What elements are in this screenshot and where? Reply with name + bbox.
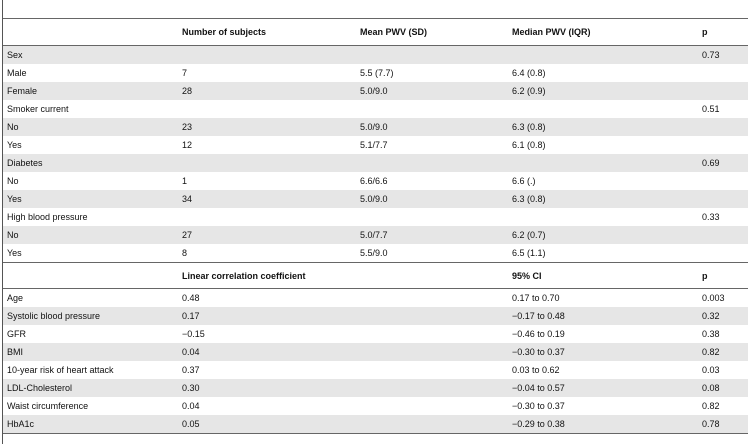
table-cell: 0.03: [702, 365, 720, 375]
table-cell: 95% CI: [508, 263, 698, 289]
table-cell: [356, 154, 508, 172]
table-cell: 0.003: [702, 293, 725, 303]
table-cell: [356, 100, 508, 118]
table-cell: No: [3, 226, 178, 244]
table-row: [3, 415, 748, 434]
table-cell: [178, 100, 356, 118]
table-row: [3, 244, 748, 263]
table-cell: 0.69: [698, 154, 748, 172]
table-cell: [698, 82, 748, 100]
table-cell: 6.5 (1.1): [512, 248, 546, 258]
table-cell: 23: [178, 118, 356, 136]
table-cell: 5.0/9.0: [356, 118, 508, 136]
table-cell: p: [698, 263, 748, 289]
table-row: [3, 325, 748, 343]
table-row: [3, 307, 748, 325]
table-cell: 0.03 to 0.62: [512, 365, 560, 375]
table-row: [3, 46, 748, 65]
table-row: [3, 226, 748, 244]
table-row: [3, 190, 748, 208]
table-cell: −0.17 to 0.48: [508, 307, 698, 325]
table-cell: Median PWV (IQR): [508, 19, 698, 46]
table-cell: 6.3 (0.8): [508, 118, 698, 136]
table-cell: 8: [182, 248, 188, 258]
table-cell: −0.04 to 0.57: [508, 379, 698, 397]
table-cell: Female: [3, 82, 178, 100]
table-row: [3, 379, 748, 397]
table-cell: [698, 136, 748, 154]
table-cell: [508, 100, 698, 118]
table-cell: 6.1 (0.8): [512, 140, 546, 150]
table-cell: Number of subjects: [178, 19, 356, 46]
table-cell: GFR: [7, 329, 26, 339]
table-row: [3, 100, 748, 118]
table-cell: −0.29 to 0.38: [508, 415, 698, 434]
table-cell: 0.33: [702, 212, 720, 222]
table-cell: [356, 307, 508, 325]
table-cell: No: [7, 176, 19, 186]
table-cell: 6.4 (0.8): [512, 68, 546, 78]
table-cell: 0.08: [698, 379, 748, 397]
table-row: [3, 172, 748, 190]
table-cell: 28: [178, 82, 356, 100]
table-cell: 5.5/9.0: [360, 248, 388, 258]
table-cell: 34: [178, 190, 356, 208]
table-cell: Diabetes: [3, 154, 178, 172]
table-row: [3, 289, 748, 308]
table-row: [3, 208, 748, 226]
table-cell: p: [698, 19, 748, 46]
table-top-rule: [3, 0, 748, 19]
table-cell: −0.30 to 0.37: [508, 343, 698, 361]
table-cell: 6.6 (.): [512, 176, 536, 186]
table-cell: 6.2 (0.7): [508, 226, 698, 244]
table-cell: 0.32: [698, 307, 748, 325]
table-cell: 0.17 to 0.70: [512, 293, 560, 303]
table-cell: 5.0/9.0: [356, 82, 508, 100]
table-cell: 0.51: [702, 104, 720, 114]
table-cell: HbA1c: [3, 415, 178, 434]
table-row: [3, 397, 748, 415]
table-cell: 6.3 (0.8): [508, 190, 698, 208]
results-table: [3, 0, 748, 434]
table-cell: Yes: [7, 140, 22, 150]
table-cell: [698, 226, 748, 244]
table-cell: 7: [182, 68, 188, 78]
table-cell: [356, 397, 508, 415]
table-cell: Male: [7, 68, 27, 78]
table-row: [3, 343, 748, 361]
table-cell: Waist circumference: [7, 401, 89, 411]
table-cell: [178, 154, 356, 172]
table-cell: [698, 244, 748, 263]
table-cell: 0.82: [702, 401, 720, 411]
table-cell: 27: [178, 226, 356, 244]
table-row: [3, 154, 748, 172]
table-cell: [356, 289, 508, 308]
table-cell: 0.38: [702, 329, 720, 339]
table-cell: [698, 172, 748, 190]
table-cell: Yes: [3, 190, 178, 208]
table-cell: [698, 118, 748, 136]
table-cell: [508, 154, 698, 172]
table-cell: 0.37: [182, 365, 200, 375]
table-cell: 0.82: [698, 343, 748, 361]
table-cell: 0.48: [182, 293, 200, 303]
table-cell: −0.15: [182, 329, 205, 339]
table-cell: [3, 19, 178, 46]
table-cell: 6.6/6.6: [360, 176, 388, 186]
table-cell: [356, 361, 508, 379]
table-header-row: [3, 263, 748, 289]
table-cell: Mean PWV (SD): [356, 19, 508, 46]
table-cell: [3, 263, 178, 289]
table-row: [3, 82, 748, 100]
table-cell: 0.04: [182, 401, 200, 411]
table-row: [3, 64, 748, 82]
table-cell: [698, 64, 748, 82]
table-cell: 0.73: [698, 46, 748, 65]
table-cell: [356, 325, 508, 343]
table-cell: 0.04: [178, 343, 356, 361]
table-cell: 0.30: [178, 379, 356, 397]
table-cell: 12: [182, 140, 193, 150]
table-cell: [698, 190, 748, 208]
table-cell: [178, 46, 356, 65]
table-cell: 10-year risk of heart attack: [7, 365, 114, 375]
table-cell: 5.0/9.0: [356, 190, 508, 208]
table-cell: 0.78: [698, 415, 748, 434]
table-cell: 0.05: [178, 415, 356, 434]
table-cell: BMI: [3, 343, 178, 361]
table-cell: [356, 208, 508, 226]
table-cell: Yes: [7, 248, 22, 258]
table-cell: 0.17: [178, 307, 356, 325]
table-cell: Smoker current: [7, 104, 69, 114]
table-cell: Age: [7, 293, 24, 303]
table-row: [3, 136, 748, 154]
table-cell: No: [3, 118, 178, 136]
table-cell: 5.5 (7.7): [360, 68, 394, 78]
table-row: [3, 118, 748, 136]
table-cell: [508, 46, 698, 65]
table-cell: [356, 415, 508, 434]
table-cell: Linear correlation coefficient: [178, 263, 356, 289]
table-cell: −0.30 to 0.37: [512, 401, 565, 411]
table-header-row: [3, 19, 748, 46]
table-cell: LDL-Cholesterol: [3, 379, 178, 397]
table-cell: 6.2 (0.9): [508, 82, 698, 100]
table-cell: 5.1/7.7: [360, 140, 388, 150]
table-cell: [178, 208, 356, 226]
table-cell: [356, 46, 508, 65]
table-cell: High blood pressure: [7, 212, 88, 222]
table-cell: 1: [182, 176, 188, 186]
table-cell: [356, 263, 508, 289]
table-row: [3, 361, 748, 379]
results-table-body: [3, 0, 748, 434]
table-cell: 5.0/7.7: [356, 226, 508, 244]
table-cell: [508, 208, 698, 226]
results-table-frame: [2, 0, 747, 444]
table-cell: Sex: [3, 46, 178, 65]
table-cell: [356, 343, 508, 361]
table-cell: [356, 379, 508, 397]
table-cell: −0.46 to 0.19: [512, 329, 565, 339]
table-cell: Systolic blood pressure: [3, 307, 178, 325]
